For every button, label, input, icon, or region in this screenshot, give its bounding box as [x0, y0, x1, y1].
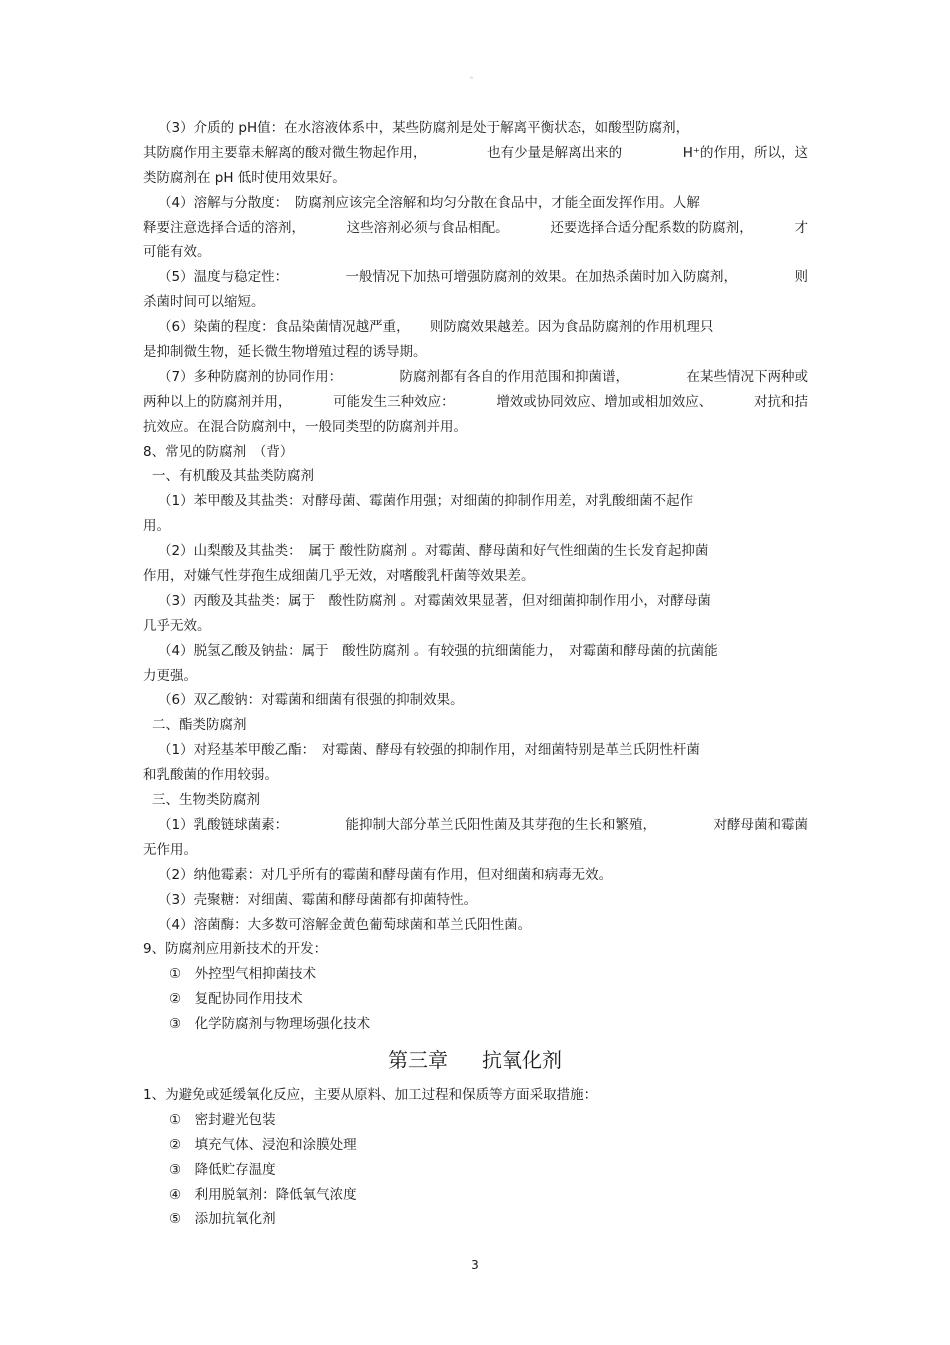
text-segment: 一、有机酸及其盐类防腐剂: [152, 468, 314, 485]
text-line: [143, 962, 808, 987]
text-line: [143, 639, 808, 664]
text-line: [143, 464, 808, 489]
text-segment: 1、为避免或延缓氧化反应，主要从原料、加工过程和保质等方面采取措施：: [143, 1087, 598, 1103]
header-mark: 。: [470, 71, 478, 80]
text-segment: ④ 利用脱氧剂：降低氧气浓度: [169, 1186, 357, 1203]
text-line: [143, 1108, 808, 1133]
text-segment: 作用，对嫌气性芽孢生成细菌几乎无效，对嗜酸乳杆菌等效果差。: [143, 568, 535, 585]
text-segment: 防腐剂应该完全溶解和均匀分散在食品中，才能全面发挥作用。人解: [294, 194, 700, 211]
text-segment: 才: [794, 219, 808, 236]
text-segment: 可能发生三种效应：: [333, 393, 455, 410]
text-segment: （1）乳酸链球菌素：: [158, 816, 289, 833]
text-segment: （1）对羟基苯甲酸乙酯： 对霉菌、酵母有较强的抑制作用，对细菌特别是革兰氏阴性杆菌: [158, 742, 700, 759]
text-line: [143, 1183, 808, 1208]
text-line: [143, 415, 808, 440]
text-segment: （7）多种防腐剂的协同作用：: [158, 368, 343, 385]
text-segment: 对抗和拮: [753, 393, 808, 410]
text-line: [143, 340, 808, 365]
text-line: [143, 1207, 808, 1232]
text-line: [143, 116, 808, 141]
text-segment: 杀菌时间可以缩短。: [143, 294, 265, 311]
text-segment: 9、防腐剂应用新技术的开发：: [143, 941, 328, 958]
text-segment: 则: [794, 269, 808, 286]
text-segment: ③ 化学防腐剂与物理场强化技术: [169, 1016, 371, 1033]
chapter-number: 第三章: [388, 1048, 448, 1072]
text-segment: 抗效应。在混合防腐剂中，一般同类型的防腐剂并用。: [143, 418, 467, 435]
text-segment: 也有少量是解离出来的: [487, 144, 623, 161]
text-segment: ① 外控型气相抑菌技术: [169, 966, 317, 983]
text-line: [143, 191, 808, 216]
text-line: [143, 166, 808, 191]
text-segment: 二、酯类防腐剂: [152, 717, 247, 734]
text-segment: ③ 降低贮存温度: [169, 1161, 276, 1178]
text-segment: 力更强。: [143, 667, 197, 684]
text-segment: （4）溶菌酶：大多数可溶解金黄色葡萄球菌和革兰氏阳性菌。: [158, 916, 532, 933]
text-segment: 三、生物类防腐剂: [152, 792, 260, 809]
text-line: [143, 1012, 808, 1037]
text-segment: 其防腐作用主要靠未解离的酸对微生物起作用，: [143, 144, 427, 161]
text-line: [143, 365, 808, 390]
text-line: [143, 265, 808, 290]
text-segment: （4）溶解与分散度：: [158, 194, 282, 211]
text-segment: 类防腐剂在 pH 低时使用效果好。: [143, 169, 346, 186]
text-line: [143, 1133, 808, 1158]
text-segment: 对酵母菌和霉菌: [713, 816, 808, 833]
text-segment: 防腐剂都有各自的作用范围和抑菌谱，: [399, 368, 630, 385]
text-line: [143, 913, 808, 938]
text-line: [143, 589, 808, 614]
text-line: [143, 788, 808, 813]
text-block-antioxidants: [143, 1083, 808, 1232]
page-number: 3: [471, 1258, 479, 1272]
text-segment: 可能有效。: [143, 244, 211, 261]
text-segment: 是抑制微生物，延长微生物增殖过程的诱导期。: [143, 344, 427, 361]
text-segment: （3）介质的 pH值：在水溶液体系中，某些防腐剂是处于解离平衡状态，如酸型防腐剂，: [158, 120, 690, 136]
text-line: [143, 813, 808, 838]
chapter-heading: [0, 1044, 950, 1073]
text-line: [143, 315, 808, 340]
text-segment: （6）双乙酸钠：对霉菌和细菌有很强的抑制效果。: [158, 692, 464, 709]
text-line: [143, 1158, 808, 1183]
text-segment: 一般情况下加热可增强防腐剂的效果。在加热杀菌时加入防腐剂，: [345, 269, 738, 286]
text-segment: 和乳酸菌的作用较弱。: [143, 767, 278, 784]
text-line: [143, 141, 808, 166]
text-segment: ② 填充气体、浸泡和涂膜处理: [169, 1136, 357, 1153]
text-segment: （3）丙酸及其盐类：属于 酸性防腐剂 。对霉菌效果显著，但对细菌抑制作用小，对酵母菌: [158, 592, 711, 609]
text-segment: （6）染菌的程度：食品染菌情况越严重， 则防腐效果越差。因为食品防腐剂的作用机理只: [158, 319, 714, 336]
text-segment: H⁺的作用，所以，这: [682, 144, 808, 161]
text-segment: （2）纳他霉素：对几乎所有的霉菌和酵母菌有作用，但对细菌和病毒无效。: [158, 866, 613, 883]
text-line: [143, 738, 808, 763]
text-line: [143, 713, 808, 738]
text-segment: 释要注意选择合适的溶剂，: [143, 219, 305, 236]
text-line: [143, 888, 808, 913]
text-line: [143, 1083, 808, 1108]
text-segment: 还要选择合适分配系数的防腐剂，: [550, 219, 753, 236]
text-segment: （5）温度与稳定性：: [158, 269, 289, 286]
chapter-title: 抗氧化剂: [482, 1048, 562, 1072]
text-segment: 用。: [143, 518, 170, 535]
text-segment: 8、常见的防腐剂 （背）: [143, 443, 294, 460]
text-segment: （3）壳聚糖：对细菌、霉菌和酵母菌都有抑菌特性。: [158, 891, 478, 908]
text-segment: （4）脱氢乙酸及钠盐：属于 酸性防腐剂 。有较强的抗细菌能力， 对霉菌和酵母菌的抗菌能: [158, 642, 718, 659]
text-segment: 两种以上的防腐剂并用，: [143, 393, 292, 410]
text-segment: ① 密封避光包装: [169, 1111, 276, 1128]
text-line: [143, 763, 808, 788]
text-line: [143, 564, 808, 589]
text-segment: 在某些情况下两种或: [686, 368, 808, 385]
text-line: [143, 440, 808, 465]
text-line: [143, 838, 808, 863]
text-line: [143, 937, 808, 962]
text-line: [143, 216, 808, 241]
text-segment: ⑤ 添加抗氧化剂: [169, 1211, 276, 1228]
text-line: [143, 664, 808, 689]
text-line: [143, 514, 808, 539]
text-line: [143, 390, 808, 415]
text-segment: ② 复配协同作用技术: [169, 991, 303, 1008]
text-line: [143, 863, 808, 888]
text-segment: （1）苯甲酸及其盐类：对酵母菌、霉菌作用强；对细菌的抑制作用差，对乳酸细菌不起作: [158, 493, 694, 510]
text-segment: （2）山梨酸及其盐类： 属于 酸性防腐剂 。对霉菌、酵母菌和好气性细菌的生长发育起抑菌: [158, 543, 709, 560]
text-line: [143, 539, 808, 564]
text-line: [143, 240, 808, 265]
text-line: [143, 489, 808, 514]
text-segment: 增效或协同效应、增加或相加效应、: [496, 393, 713, 410]
text-segment: 几乎无效。: [143, 617, 211, 634]
text-segment: 这些溶剂必须与食品相配。: [346, 219, 509, 236]
text-line: [143, 987, 808, 1012]
text-line: [143, 614, 808, 639]
text-line: [143, 688, 808, 713]
text-segment: 无作用。: [143, 841, 197, 858]
text-line: [143, 290, 808, 315]
text-segment: 能抑制大部分革兰氏阳性菌及其芽孢的生长和繁殖，: [345, 816, 657, 833]
text-block-preservatives: [143, 116, 808, 1037]
